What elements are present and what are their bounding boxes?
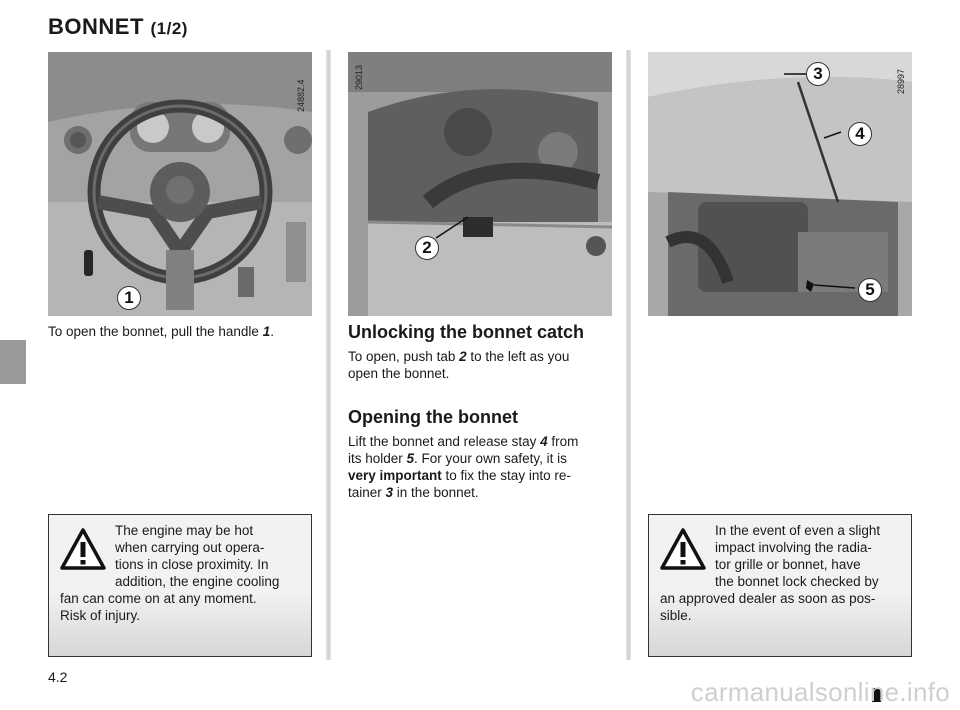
ref: 2 [459,349,467,364]
text-line: sible. [660,608,692,623]
watermark[interactable]: carmanualsonline.info [690,677,950,707]
text: to fix the stay into re- [441,468,571,483]
text-line [348,348,613,365]
text-line: addition, the engine cooling [115,574,280,589]
page-title [48,14,188,40]
text-line: the bonnet lock checked by [715,574,879,589]
callout-2-leader [348,52,612,316]
warning-text-indented [715,522,901,590]
text-line: fan can come on at any moment. [60,591,257,606]
text-line: an approved dealer as soon as pos- [660,591,876,606]
caption-text: To open the bonnet, pull the handle [48,324,263,339]
text-line: The engine may be hot [115,523,254,538]
column-divider-left [326,50,331,660]
text: from [547,434,579,449]
text-line [348,433,613,450]
warning-box-impact [648,514,912,657]
callout-leaders [648,52,912,316]
callout-5: 5 [858,278,882,302]
ref: 4 [540,434,548,449]
page-number: 4.2 [48,669,68,685]
text-line [348,450,613,467]
text-line: when carrying out opera- [115,540,265,555]
caption-end: . [270,324,274,339]
warning-box-hot-engine [48,514,312,657]
text-line [348,467,613,484]
title-main: BONNET [48,14,144,39]
caption-open-bonnet [48,323,274,340]
text-line: open the bonnet. [348,366,450,381]
emphasis: very important [348,468,442,483]
chapter-tab [0,340,26,384]
text-line: tions in close proximity. In [115,557,269,572]
callout-3: 3 [806,62,830,86]
text: to the left as you [466,349,570,364]
callout-2: 2 [415,236,439,260]
text-line: In the event of even a slight [715,523,881,538]
text: in the bonnet. [393,485,479,500]
text: Lift the bonnet and release stay [348,434,541,449]
ref: 3 [385,485,394,500]
heading-opening: Opening the bonnet [348,407,518,427]
warning-text-indented [115,522,301,590]
text: tainer [348,485,386,500]
callout-4: 4 [848,122,872,146]
photo-code: 29013 [354,64,364,90]
photo-bonnet-stay [648,52,912,316]
warning-triangle-icon [659,527,707,571]
paragraph-opening [348,433,613,501]
warning-text-full [660,590,905,624]
title-suffix: (1/2) [150,19,188,38]
text-line [348,484,613,501]
paragraph-unlocking [348,348,613,382]
text-line: tor grille or bonnet, have [715,557,861,572]
heading-unlocking: Unlocking the bonnet catch [348,322,585,342]
column-divider-right [626,50,631,660]
text-line: impact involving the radia- [715,540,872,555]
text: To open, push tab [348,349,460,364]
text: its holder [348,451,407,466]
text-line: Risk of injury. [60,608,141,623]
photo-code: 24882.4 [296,79,306,112]
warning-triangle-icon [59,527,107,571]
callout-1: 1 [117,286,141,310]
text: . For your own safety, it is [414,451,567,466]
photo-dashboard [48,52,312,316]
caption-ref: 1 [262,324,271,339]
dashboard-illustration [48,52,312,316]
photo-bonnet-catch [348,52,612,316]
ref: 5 [406,451,415,466]
photo-code: 28997 [896,68,906,94]
warning-text-full [60,590,305,624]
